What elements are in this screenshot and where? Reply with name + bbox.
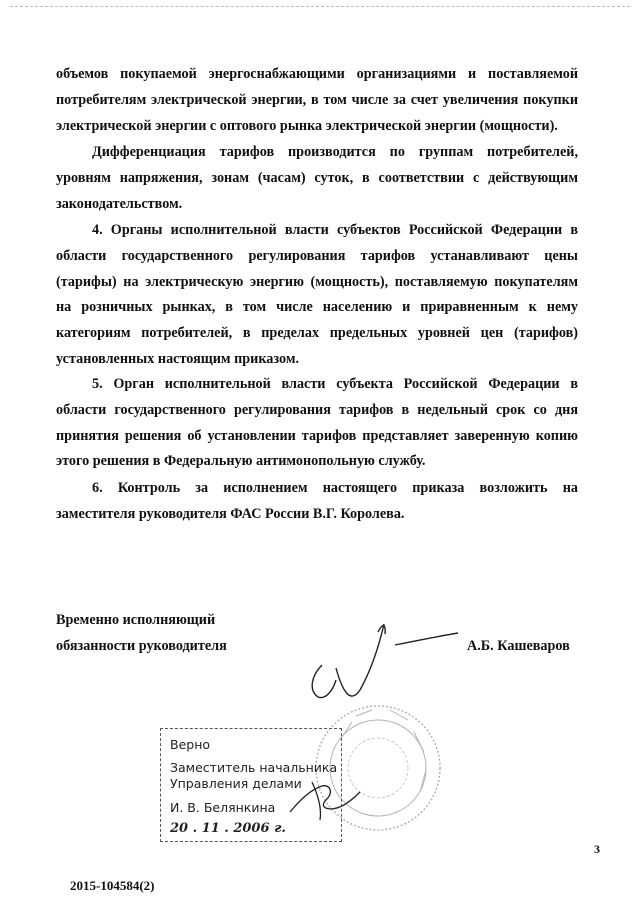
certification-stamp (160, 728, 342, 842)
stamp-position-line2: Управления делами (170, 776, 302, 791)
document-footer-code: 2015-104584(2) (70, 878, 155, 893)
handwritten-signature (312, 624, 458, 698)
paragraph-item-6: 6. Контроль за исполнением настоящего приказа возложить на заместителя руководителя ФАС России В.Г. Королева. (56, 480, 578, 522)
paragraph-item-5: 5. Орган исполнительной власти субъекта Российской Федерации в области государственного регулирования тарифов в недельный срок со дня принятия решения об установлении тарифов представляет заверенную копию этого решения в Федеральную антимонопольную службу. (56, 376, 578, 470)
stamp-position-line1: Заместитель начальника (170, 760, 338, 775)
stamp-date-suffix: г. (274, 821, 286, 836)
paragraph-continuation: объемов покупаемой энергоснабжающими организациями и поставляемой потребителям электрической энергии, в том числе за счет увеличения покупки электрической энергии с оптового рынка электрической энергии (мощности). (56, 66, 578, 134)
signatory-title-line2: обязанности руководителя (56, 638, 227, 654)
page-number: 3 (594, 842, 600, 856)
stamp-name: И. В. Белянкина (170, 800, 276, 815)
signatory-title-line1: Временно исполняющий (56, 612, 216, 628)
stamp-verified-label: Верно (170, 737, 211, 752)
stamp-date (170, 821, 286, 836)
signatory-name: А.Б. Кашеваров (467, 638, 570, 654)
stamp-date-handwritten: 20 . 11 . 2006 (170, 821, 270, 836)
paragraph-differentiation: Дифференциация тарифов производится по группам потребителей, уровням напряжения, зонам (часам) суток, в соответствии с действующим законодательством. (56, 144, 578, 212)
paragraph-item-4: 4. Органы исполнительной власти субъектов Российской Федерации в области государственного регулирования тарифов устанавливают цены (тарифы) на электрическую энергию (мощность), поставляемую покупателям на розничных рынках, в том числе населению и приравненным к нему категориям потребителей, в пределах предельных уровней цен (тарифов) установленных настоящим приказом. (56, 222, 578, 367)
